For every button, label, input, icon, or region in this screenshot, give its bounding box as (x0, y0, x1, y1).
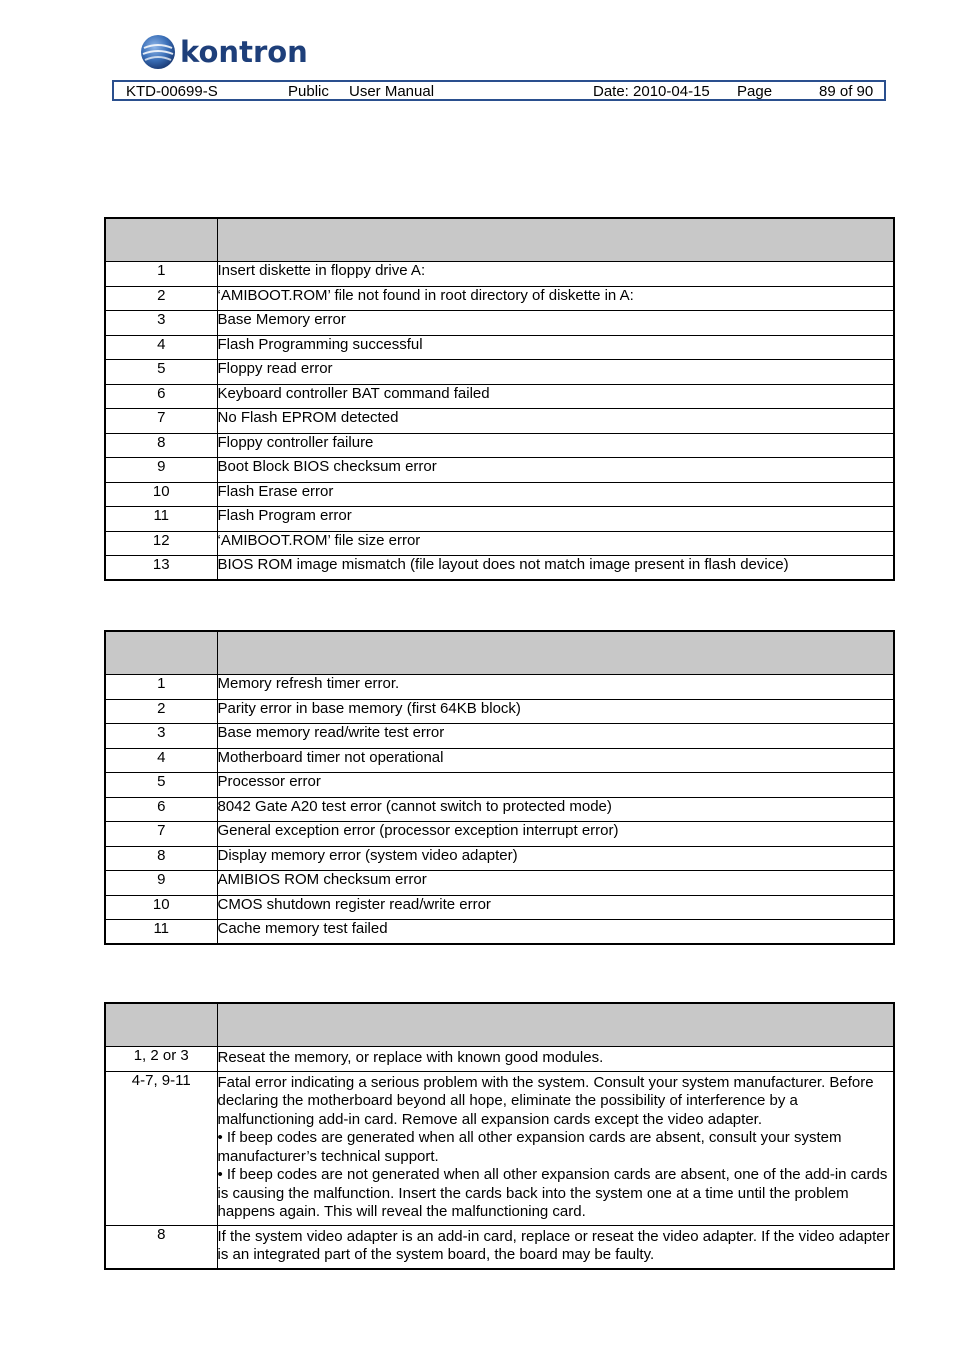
code-cell: 2 (105, 699, 217, 724)
kontron-logo (140, 33, 308, 71)
table-row (105, 507, 894, 532)
description-cell: Insert diskette in floppy drive A: (217, 262, 894, 287)
table-row (105, 262, 894, 287)
table-3 (104, 1002, 895, 1270)
code-cell: 6 (105, 384, 217, 409)
header-cell-action (217, 1003, 894, 1047)
table-row (105, 920, 894, 945)
description-cell: ‘AMIBOOT.ROM’ file not found in root directory of diskette in A: (217, 286, 894, 311)
code-cell: 7 (105, 409, 217, 434)
code-cell: 5 (105, 360, 217, 385)
description-cell: AMIBIOS ROM checksum error (217, 871, 894, 896)
action-paragraph: • If beep codes are generated when all other expansion cards are absent, consult your system manufacturer’s technical support. (217, 1129, 842, 1165)
table-2-body (105, 675, 894, 945)
code-cell: 4 (105, 748, 217, 773)
description-cell: Processor error (217, 773, 894, 798)
header-cell-description (217, 218, 894, 262)
action-paragraph: Reseat the memory, or replace with known good modules. (217, 1049, 604, 1066)
code-cell: 8 (105, 846, 217, 871)
code-cell: 2 (105, 286, 217, 311)
action-paragraph: Fatal error indicating a serious problem with the system. Consult your system manufacturer. Before declaring the motherboard beyond all hope, eliminate the possibility of interference by a malfunctioning add-in card. Remove all expansion cards except the video adapter. (217, 1073, 874, 1128)
page-number: 89 of 90 (819, 83, 874, 100)
header-cell-code (105, 631, 217, 675)
table-row (105, 286, 894, 311)
code-cell: 3 (105, 724, 217, 749)
table-row (105, 699, 894, 724)
table-row (105, 531, 894, 556)
code-cell: 7 (105, 822, 217, 847)
header-cell-description (217, 631, 894, 675)
doc-id: KTD-00699-S (126, 83, 218, 100)
code-cell: 1, 2 or 3 (105, 1047, 217, 1072)
table-header-row (105, 218, 894, 262)
action-cell (217, 1071, 894, 1225)
table-row (105, 895, 894, 920)
description-cell: Cache memory test failed (217, 920, 894, 945)
header-cell-code (105, 1003, 217, 1047)
code-cell: 8 (105, 1225, 217, 1269)
description-cell: BIOS ROM image mismatch (file layout does not match image present in flash device) (217, 556, 894, 581)
table-row (105, 748, 894, 773)
code-cell: 10 (105, 482, 217, 507)
description-cell: 8042 Gate A20 test error (cannot switch to protected mode) (217, 797, 894, 822)
header-cell-code (105, 218, 217, 262)
code-cell: 4 (105, 335, 217, 360)
doc-date: Date: 2010-04-15 (593, 83, 710, 100)
table-2 (104, 630, 895, 945)
table-row (105, 335, 894, 360)
description-cell: Parity error in base memory (first 64KB block) (217, 699, 894, 724)
description-cell: Motherboard timer not operational (217, 748, 894, 773)
description-cell: Base memory read/write test error (217, 724, 894, 749)
code-cell: 1 (105, 675, 217, 700)
table-row (105, 1225, 894, 1269)
description-cell: Boot Block BIOS checksum error (217, 458, 894, 483)
code-cell: 13 (105, 556, 217, 581)
description-cell: Flash Program error (217, 507, 894, 532)
doc-classification: Public (288, 83, 329, 100)
table-row (105, 433, 894, 458)
doc-type: User Manual (349, 83, 435, 100)
code-cell: 12 (105, 531, 217, 556)
table-row (105, 724, 894, 749)
table-row (105, 773, 894, 798)
table-row (105, 846, 894, 871)
description-cell: Flash Programming successful (217, 335, 894, 360)
action-cell (217, 1047, 894, 1072)
table-row (105, 797, 894, 822)
description-cell: Flash Erase error (217, 482, 894, 507)
description-cell: Base Memory error (217, 311, 894, 336)
action-paragraph: • If beep codes are not generated when all other expansion cards are absent, one of the add-in cards is causing the malfunction. Insert the cards back into the system one at a time until the problem happens again. This will reveal the malfunctioning card. (217, 1166, 888, 1220)
description-cell: Memory refresh timer error. (217, 675, 894, 700)
table-row (105, 311, 894, 336)
code-cell: 8 (105, 433, 217, 458)
code-cell: 6 (105, 797, 217, 822)
code-cell: 4-7, 9-11 (105, 1071, 217, 1225)
description-cell: Floppy controller failure (217, 433, 894, 458)
table-row (105, 409, 894, 434)
description-cell: General exception error (processor exception interrupt error) (217, 822, 894, 847)
code-cell: 9 (105, 458, 217, 483)
table-row (105, 384, 894, 409)
brand-name: kontron (180, 35, 308, 69)
code-cell: 5 (105, 773, 217, 798)
code-cell: 11 (105, 507, 217, 532)
table-row (105, 675, 894, 700)
table-row (105, 822, 894, 847)
table-3-body (105, 1047, 894, 1269)
table-1 (104, 217, 895, 581)
document-header (112, 80, 886, 101)
action-paragraph: If the system video adapter is an add-in card, replace or reseat the video adapter. If the video adapter is an integrated part of the system board, the board may be faulty. (217, 1227, 890, 1263)
table-1-body (105, 262, 894, 581)
description-cell: ‘AMIBOOT.ROM’ file size error (217, 531, 894, 556)
table-row (105, 871, 894, 896)
table-row (105, 360, 894, 385)
table-row (105, 1047, 894, 1072)
description-cell: Display memory error (system video adapter) (217, 846, 894, 871)
code-cell: 11 (105, 920, 217, 945)
globe-logo-icon (140, 34, 176, 70)
code-cell: 10 (105, 895, 217, 920)
table-row (105, 458, 894, 483)
code-cell: 3 (105, 311, 217, 336)
description-cell: Keyboard controller BAT command failed (217, 384, 894, 409)
page-label: Page (737, 83, 773, 100)
table-header-row (105, 1003, 894, 1047)
table-row (105, 1071, 894, 1225)
table-row (105, 482, 894, 507)
table-row (105, 556, 894, 581)
description-cell: CMOS shutdown register read/write error (217, 895, 894, 920)
table-header-row (105, 631, 894, 675)
code-cell: 1 (105, 262, 217, 287)
action-cell (217, 1225, 894, 1269)
description-cell: No Flash EPROM detected (217, 409, 894, 434)
code-cell: 9 (105, 871, 217, 896)
description-cell: Floppy read error (217, 360, 894, 385)
